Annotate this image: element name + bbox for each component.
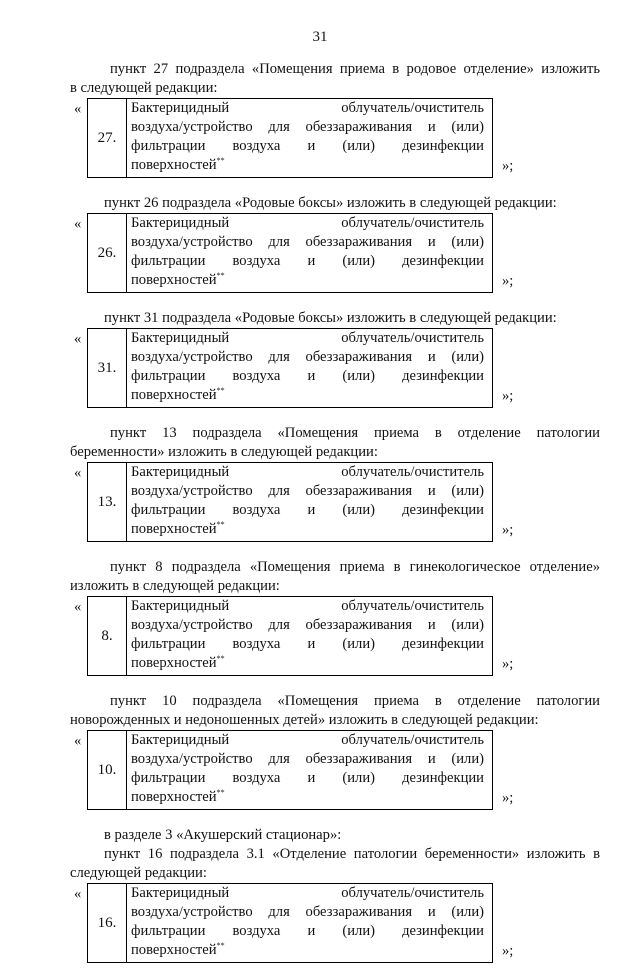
opening-quote: «: [74, 101, 82, 117]
table-row: [87, 213, 493, 293]
desc-line: поверхностей: [131, 272, 217, 288]
table-row: [87, 328, 493, 408]
item-number: 8.: [88, 597, 127, 675]
footnote-mark: **: [216, 654, 225, 664]
closing-quote: »;: [502, 522, 514, 538]
intro-line: пункт 27 подраздела «Помещения приема в родовое отделение» изложить: [110, 61, 600, 77]
desc-line: поверхностей: [131, 387, 217, 403]
desc-line: облучатель/очиститель: [341, 885, 484, 901]
desc-line: облучатель/очиститель: [341, 464, 484, 480]
amendment-block: [70, 60, 600, 194]
item-description: [131, 99, 484, 175]
intro-line: изложить в следующей редакции:: [70, 578, 280, 594]
item-description: [131, 463, 484, 539]
desc-line: облучатель/очиститель: [341, 100, 484, 116]
desc-line: Бактерицидный: [131, 598, 230, 614]
opening-quote: «: [74, 216, 82, 232]
item-number: 13.: [88, 463, 127, 541]
table-entry: [70, 596, 600, 692]
desc-line: Бактерицидный: [131, 885, 230, 901]
desc-line: воздуха/устройство для обеззараживания и (или): [131, 617, 484, 633]
amendment-block: [70, 692, 600, 826]
intro-line: следующей редакции:: [70, 865, 207, 881]
desc-line: облучатель/очиститель: [341, 732, 484, 748]
intro-line: пункт 8 подраздела «Помещения приема в гинекологическое отделение»: [110, 559, 600, 575]
desc-line: воздуха/устройство для обеззараживания и (или): [131, 904, 484, 920]
document-body: [70, 60, 600, 979]
desc-line: воздуха/устройство для обеззараживания и (или): [131, 119, 484, 135]
desc-line: поверхностей: [131, 157, 217, 173]
desc-line: воздуха/устройство для обеззараживания и (или): [131, 483, 484, 499]
intro-line: в разделе 3 «Акушерский стационар»:: [104, 827, 342, 843]
desc-line: Бактерицидный: [131, 330, 230, 346]
desc-line: Бактерицидный: [131, 464, 230, 480]
intro-line: в следующей редакции:: [70, 80, 218, 96]
closing-quote: »;: [502, 273, 514, 289]
intro-line: беременности» изложить в следующей редакции:: [70, 444, 378, 460]
footnote-mark: **: [216, 386, 225, 396]
desc-line: облучатель/очиститель: [341, 330, 484, 346]
item-description: [131, 731, 484, 807]
desc-line: поверхностей: [131, 655, 217, 671]
table-entry: [70, 328, 600, 424]
table-entry: [70, 730, 600, 826]
amendment-block: [70, 194, 600, 309]
intro-line: пункт 16 подраздела 3.1 «Отделение патологии беременности» изложить в: [104, 846, 600, 862]
closing-quote: »;: [502, 158, 514, 174]
amendment-block: [70, 826, 600, 979]
table-row: [87, 98, 493, 178]
table-row: [87, 596, 493, 676]
opening-quote: «: [74, 886, 82, 902]
desc-line: фильтрации воздуха и (или) дезинфекции: [131, 770, 484, 786]
opening-quote: «: [74, 733, 82, 749]
closing-quote: »;: [502, 388, 514, 404]
desc-line: фильтрации воздуха и (или) дезинфекции: [131, 138, 484, 154]
intro-line: новорожденных и недоношенных детей» изложить в следующей редакции:: [70, 712, 539, 728]
footnote-mark: **: [216, 941, 225, 951]
intro-line: пункт 26 подраздела «Родовые боксы» изложить в следующей редакции:: [104, 195, 557, 211]
intro-line: пункт 10 подраздела «Помещения приема в отделение патологии: [110, 693, 600, 709]
intro-line: пункт 13 подраздела «Помещения приема в отделение патологии: [110, 425, 600, 441]
desc-line: фильтрации воздуха и (или) дезинфекции: [131, 636, 484, 652]
item-number: 31.: [88, 329, 127, 407]
page-number: 31: [312, 29, 328, 45]
closing-quote: »;: [502, 943, 514, 959]
item-description: [131, 884, 484, 960]
footnote-mark: **: [216, 271, 225, 281]
intro-line: пункт 31 подраздела «Родовые боксы» изложить в следующей редакции:: [104, 310, 557, 326]
table-row: [87, 883, 493, 963]
closing-quote: »;: [502, 790, 514, 806]
item-number: 16.: [88, 884, 127, 962]
closing-quote: »;: [502, 656, 514, 672]
item-description: [131, 597, 484, 673]
desc-line: воздуха/устройство для обеззараживания и (или): [131, 349, 484, 365]
item-description: [131, 214, 484, 290]
desc-line: Бактерицидный: [131, 100, 230, 116]
desc-line: поверхностей: [131, 789, 217, 805]
footnote-mark: **: [216, 156, 225, 166]
desc-line: облучатель/очиститель: [341, 598, 484, 614]
item-description: [131, 329, 484, 405]
table-entry: [70, 883, 600, 979]
footnote-mark: **: [216, 520, 225, 530]
item-number: 26.: [88, 214, 127, 292]
desc-line: поверхностей: [131, 942, 217, 958]
desc-line: Бактерицидный: [131, 732, 230, 748]
desc-line: Бактерицидный: [131, 215, 230, 231]
opening-quote: «: [74, 331, 82, 347]
desc-line: облучатель/очиститель: [341, 215, 484, 231]
desc-line: воздуха/устройство для обеззараживания и (или): [131, 751, 484, 767]
amendment-block: [70, 309, 600, 424]
desc-line: фильтрации воздуха и (или) дезинфекции: [131, 368, 484, 384]
item-number: 10.: [88, 731, 127, 809]
desc-line: фильтрации воздуха и (или) дезинфекции: [131, 923, 484, 939]
opening-quote: «: [74, 465, 82, 481]
table-entry: [70, 462, 600, 558]
desc-line: воздуха/устройство для обеззараживания и (или): [131, 234, 484, 250]
table-entry: [70, 98, 600, 194]
table-entry: [70, 213, 600, 309]
table-row: [87, 462, 493, 542]
amendment-block: [70, 424, 600, 558]
desc-line: фильтрации воздуха и (или) дезинфекции: [131, 253, 484, 269]
amendment-block: [70, 558, 600, 692]
table-row: [87, 730, 493, 810]
footnote-mark: **: [216, 788, 225, 798]
opening-quote: «: [74, 599, 82, 615]
desc-line: поверхностей: [131, 521, 217, 537]
item-number: 27.: [88, 99, 127, 177]
desc-line: фильтрации воздуха и (или) дезинфекции: [131, 502, 484, 518]
